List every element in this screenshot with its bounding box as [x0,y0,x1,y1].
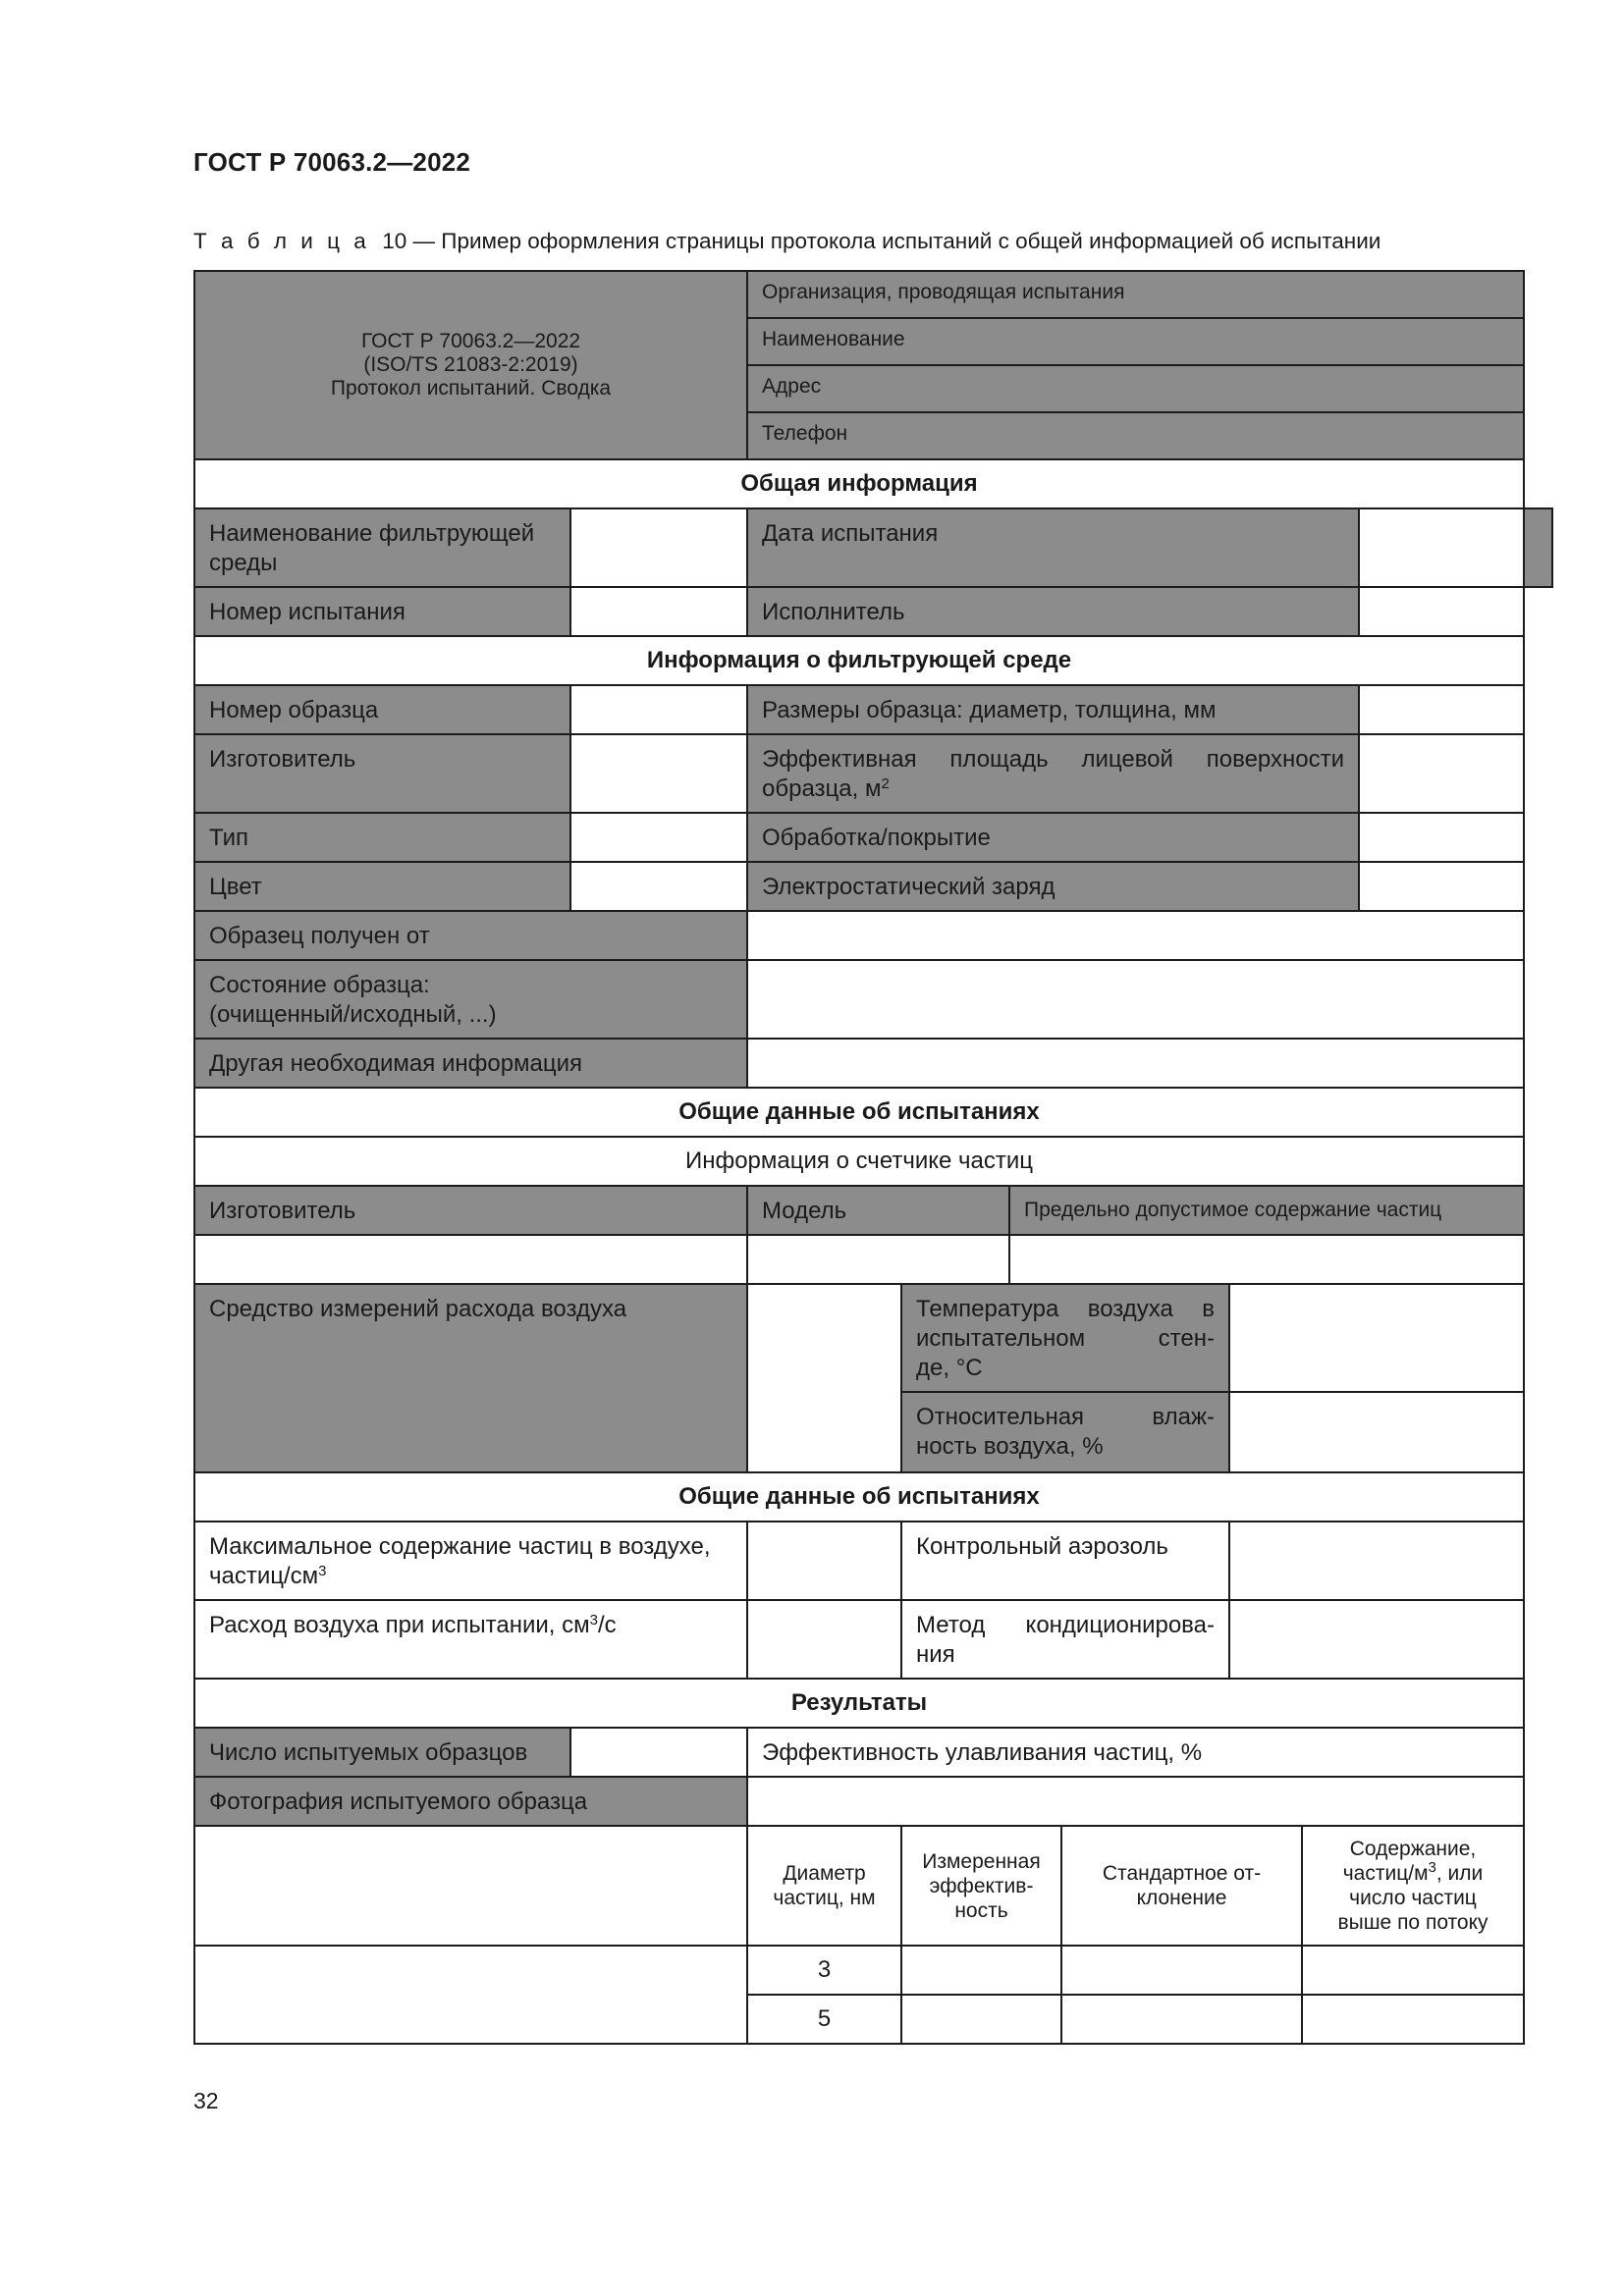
temperature-value[interactable] [1228,1283,1525,1393]
photo-value[interactable] [746,1776,1525,1827]
executor-value[interactable] [1358,586,1525,637]
air-flow-superscript: 3 [589,1612,598,1629]
media-name-label: Наименование фильтрующей среды [193,507,571,588]
page-number: 32 [193,2088,219,2113]
conditioning-line2: ния [916,1641,955,1668]
measured-row-3[interactable] [900,1945,1062,1996]
counter-manufacturer-label: Изготовитель [193,1185,748,1236]
max-particles-line2 [209,1562,732,1591]
counter-manufacturer-value[interactable] [193,1234,748,1285]
air-flow-prefix: Расход воздуха при испытании, см [209,1612,590,1638]
effective-area-line2 [762,774,1344,804]
type-value[interactable] [569,812,748,863]
col-content-line1: Содержание, [1349,1838,1477,1860]
temperature-line2: в испытательном стен- [916,1296,1215,1352]
air-flow-label [193,1599,748,1680]
treatment-value[interactable] [1358,812,1525,863]
conditioning-line1: Метод кондиционирова- [916,1612,1215,1638]
table-caption-text: 10 — Пример оформления страницы протокола испытаний с общей информацией об испытании [382,229,1381,253]
test-date-label: Дата испытания [746,507,1553,588]
color-label: Цвет [193,861,571,912]
col-content-line4: выше по потоку [1337,1911,1489,1934]
col-content-superscript: 3 [1428,1859,1436,1876]
max-particles-value[interactable] [746,1521,902,1601]
diameter-row-5: 5 [746,1994,902,2045]
received-from-value[interactable] [746,910,1525,961]
flow-meter-label: Средство измерений расхода воздуха [193,1283,748,1473]
effective-area-superscript: 2 [881,775,890,792]
sample-sizes-label: Размеры образца: диаметр, толщина, мм [746,684,1360,735]
max-particles-line1: Максимальное содержание частиц в воздухе, [209,1533,711,1560]
document-standard-header: ГОСТ Р 70063.2—2022 [193,147,471,177]
flow-meter-value[interactable] [746,1283,902,1473]
humidity-line1: Относительная влаж- [916,1404,1215,1430]
condition-line2: (очищенный/исходный, ...) [209,1001,497,1028]
org-address-label: Адрес [746,364,1525,413]
efficiency-label: Эффективность улавливания частиц, % [746,1727,1525,1778]
col-content-line3: число частиц [1349,1887,1477,1909]
col-measured-header: Измеренная эффектив-ность [900,1825,1062,1947]
executor-label: Исполнитель [746,586,1360,637]
conditioning-label [900,1599,1230,1680]
temperature-label [900,1283,1230,1393]
humidity-line2: ность воздуха, % [916,1433,1104,1460]
counter-max-concentration-label: Предельно допустимое содержание частиц [1008,1185,1525,1236]
condition-value[interactable] [746,959,1525,1040]
sample-number-value[interactable] [569,684,748,735]
manufacturer-label: Изготовитель [193,733,571,814]
test-date-value[interactable] [1358,507,1525,588]
electrostatic-label: Электростатический заряд [746,861,1360,912]
humidity-label [900,1391,1230,1473]
electrostatic-value[interactable] [1358,861,1525,912]
temperature-line3: де, °C [916,1355,983,1381]
content-row-5[interactable] [1301,1994,1525,2045]
effective-area-unit: образца, м [762,775,882,802]
protocol-title-block [193,270,748,460]
col-content-line2 [1343,1861,1484,1886]
std-row-5[interactable] [1060,1994,1303,2045]
counter-max-concentration-value[interactable] [1008,1234,1525,1285]
sample-count-label: Число испытуемых образцов [193,1727,571,1778]
results-blank-header [193,1825,748,1947]
humidity-value[interactable] [1228,1391,1525,1473]
other-info-value[interactable] [746,1038,1525,1089]
protocol-table [193,270,1525,2057]
org-name-label: Наименование [746,317,1525,366]
title-iso-reference: (ISO/TS 21083-2:2019) [363,353,578,376]
effective-area-label [746,733,1360,814]
section-test-data: Общие данные об испытаниях [193,1087,1525,1138]
measured-row-5[interactable] [900,1994,1062,2045]
counter-info-subsection: Информация о счетчике частиц [193,1136,1525,1187]
section-media-info: Информация о фильтрующей среде [193,635,1525,686]
color-value[interactable] [569,861,748,912]
effective-area-line1: Эффективная площадь лицевой поверхности [762,746,1344,773]
sample-sizes-value[interactable] [1358,684,1525,735]
type-label: Тип [193,812,571,863]
sample-count-value[interactable] [569,1727,748,1778]
std-row-3[interactable] [1060,1945,1303,1996]
diameter-row-3: 3 [746,1945,902,1996]
table-caption [193,229,1380,254]
condition-line1: Состояние образца: [209,972,430,998]
section-results: Результаты [193,1678,1525,1729]
photo-label: Фотография испытуемого образца [193,1776,748,1827]
max-particles-label [193,1521,748,1601]
max-particles-superscript: 3 [318,1563,327,1579]
max-particles-unit: частиц/см [209,1563,319,1589]
test-number-label: Номер испытания [193,586,571,637]
counter-model-value[interactable] [746,1234,1010,1285]
media-name-value[interactable] [569,507,748,588]
test-number-value[interactable] [569,586,748,637]
control-aerosol-label: Контрольный аэрозоль [900,1521,1230,1601]
manufacturer-value[interactable] [569,733,748,814]
col-content-unit: частиц/м [1342,1862,1429,1885]
org-conducting-label: Организация, проводящая испытания [746,270,1525,319]
condition-label [193,959,748,1040]
control-aerosol-value[interactable] [1228,1521,1525,1601]
col-std-header: Стандартное от-клонение [1060,1825,1303,1947]
section-general-info: Общая информация [193,458,1525,509]
air-flow-value[interactable] [746,1599,902,1680]
received-from-label: Образец получен от [193,910,748,961]
org-phone-label: Телефон [746,411,1525,460]
col-content-or: , или [1435,1862,1484,1885]
treatment-label: Обработка/покрытие [746,812,1360,863]
air-flow-suffix: /с [597,1612,617,1638]
temperature-line1: Температура воздуха [916,1296,1173,1322]
counter-model-label: Модель [746,1185,1010,1236]
other-info-label: Другая необходимая информация [193,1038,748,1089]
col-content-header [1301,1825,1525,1947]
table-caption-label: Т а б л и ц а [193,229,370,253]
conditioning-value[interactable] [1228,1599,1525,1680]
results-row-blank [193,1945,748,2045]
section-test-data-2: Общие данные об испытаниях [193,1471,1525,1522]
content-row-3[interactable] [1301,1945,1525,1996]
title-standard: ГОСТ Р 70063.2—2022 [360,330,581,352]
sample-number-label: Номер образца [193,684,571,735]
col-diameter-header: Диаметр частиц, нм [746,1825,902,1947]
effective-area-value[interactable] [1358,733,1525,814]
title-protocol-name: Протокол испытаний. Сводка [330,377,612,400]
